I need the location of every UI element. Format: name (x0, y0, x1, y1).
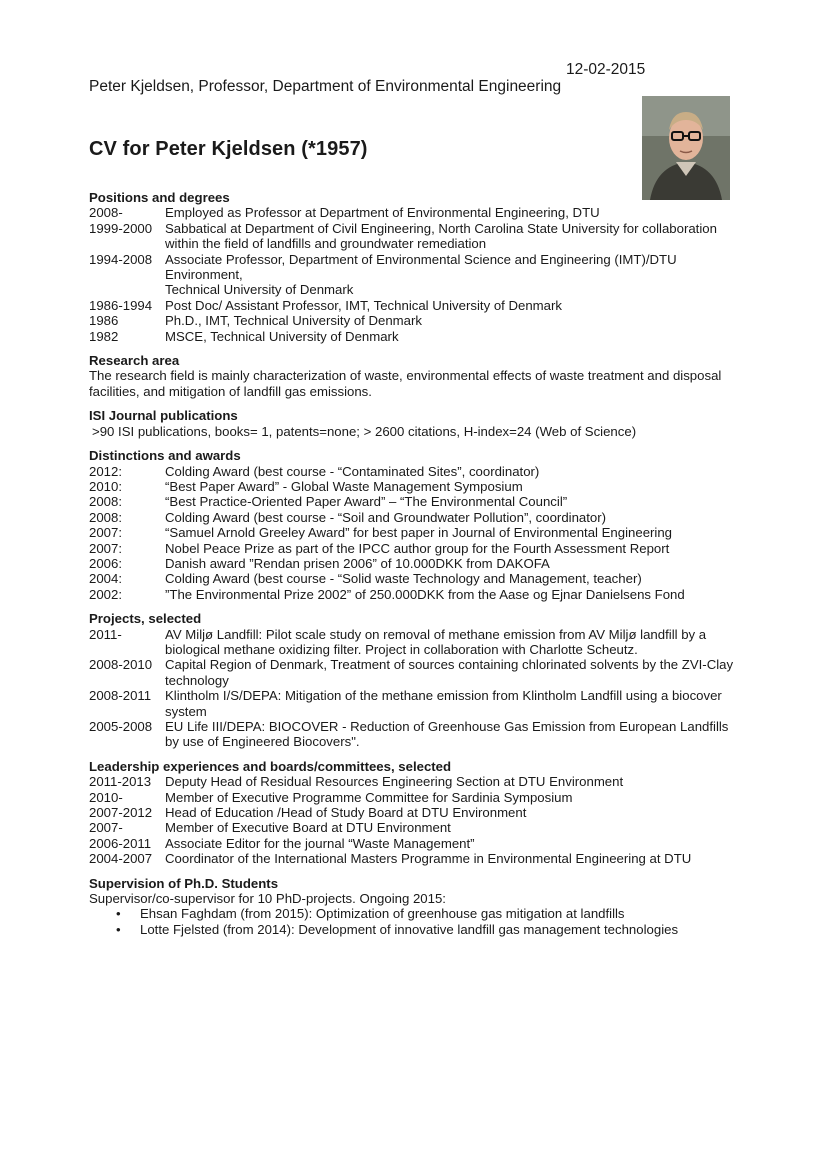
portrait-icon (642, 96, 730, 200)
section-heading: Positions and degrees (89, 190, 230, 205)
section-heading: Supervision of Ph.D. Students (89, 875, 279, 891)
leadership-section (89, 759, 739, 867)
award-row: 2004: Colding Award (best course - “Solid waste Technology and Management, teacher) (89, 571, 642, 587)
list-item: • Lotte Fjelsted (from 2014): Development of innovative landfill gas management technologies (140, 922, 739, 937)
award-row: 2010: “Best Paper Award” - Global Waste Management Symposium (89, 478, 523, 494)
section-heading: Research area (89, 353, 180, 369)
position-row: 1994-2008 Associate Professor, Department of Environmental Science and Engineering (IMT)/DTU Environment, Technical University of Denmark (89, 251, 677, 298)
leadership-row: 2011-2013 Deputy Head of Residual Resources Engineering Section at DTU Environment (89, 774, 624, 790)
award-row: 2002: ”The Environmental Prize 2002” of 250.000DKK from the Aase og Ejnar Danielsens Fond (89, 586, 685, 602)
isi-section (89, 408, 739, 439)
award-row: 2007: Nobel Peace Prize as part of the IPCC author group for the Fourth Assessment Report (89, 540, 670, 556)
award-row: 2008: Colding Award (best course - “Soil and Groundwater Pollution”, coordinator) (89, 509, 607, 525)
research-section (89, 353, 739, 399)
leadership-row: 2004-2007 Coordinator of the International Masters Programme in Environmental Engineering at DTU (89, 851, 692, 867)
section-heading: Distinctions and awards (89, 448, 241, 464)
award-row: 2006: Danish award ”Rendan prisen 2006” of 10.000DKK from DAKOFA (89, 555, 550, 571)
supervision-intro: Supervisor/co-supervisor for 10 PhD-projects. Ongoing 2015: (89, 891, 446, 907)
leadership-row: 2007-2012 Head of Education /Head of Study Board at DTU Environment (89, 805, 527, 821)
positions-section (89, 190, 739, 344)
position-row: 1982 MSCE, Technical University of Denmark (89, 328, 399, 344)
award-row: 2008: “Best Practice-Oriented Paper Award” – “The Environmental Council” (89, 494, 568, 510)
award-row: 2007: “Samuel Arnold Greeley Award” for best paper in Journal of Environmental Engineering (89, 525, 673, 541)
position-row: 2008- Employed as Professor at Department of Environmental Engineering, DTU (89, 205, 600, 221)
section-heading: ISI Journal publications (89, 408, 238, 424)
award-row: 2012: Colding Award (best course - “Contaminated Sites”, coordinator) (89, 463, 540, 479)
student-list (89, 906, 739, 937)
position-row: 1986 Ph.D., IMT, Technical University of Denmark (89, 313, 422, 329)
section-heading: Leadership experiences and boards/committees, selected (89, 758, 452, 774)
research-text: The research field is mainly characterization of waste, environmental effects of waste treatment and disposal facilities, and mitigation of landfill gas emissions. (89, 368, 722, 399)
isi-text: >90 ISI publications, books= 1, patents=none; > 2600 citations, H-index=24 (Web of Science) (92, 423, 637, 439)
leadership-row: 2007- Member of Executive Board at DTU Environment (89, 820, 451, 836)
cv-content (89, 190, 739, 946)
project-row: 2005-2008 EU Life III/DEPA: BIOCOVER - Reduction of Greenhouse Gas Emission from European Landfills by use of Engineered Biocovers". (89, 719, 729, 750)
project-row: 2011- AV Miljø Landfill: Pilot scale study on removal of methane emission from AV Miljø landfill by a biological methane oxidizing filter. Project in collaboration with Charlotte Scheutz. (89, 626, 707, 657)
author-line: Peter Kjeldsen, Professor, Department of Environmental Engineering (89, 78, 562, 95)
project-row: 2008-2010 Capital Region of Denmark, Treatment of sources containing chlorinated solvents by the ZVI-Clay technology (89, 657, 734, 688)
project-row: 2008-2011 Klintholm I/S/DEPA: Mitigation of the methane emission from Klintholm Landfill using a biocover system (89, 688, 722, 719)
section-heading: Projects, selected (89, 611, 202, 627)
list-item: • Ehsan Faghdam (from 2015): Optimization of greenhouse gas mitigation at landfills (140, 906, 739, 921)
supervision-section (89, 876, 739, 938)
document-date: 12-02-2015 (566, 61, 646, 78)
leadership-row: 2006-2011 Associate Editor for the journal “Waste Management” (89, 835, 475, 851)
position-row: 1986-1994 Post Doc/ Assistant Professor, IMT, Technical University of Denmark (89, 297, 562, 313)
position-row: 1999-2000 Sabbatical at Department of Civil Engineering, North Carolina State University for collaboration within the field of landfills and groundwater remediation (89, 220, 717, 252)
projects-section (89, 611, 739, 750)
awards-section (89, 448, 739, 602)
page-title: CV for Peter Kjeldsen (*1957) (89, 138, 368, 160)
portrait-photo (642, 96, 730, 200)
leadership-row: 2010- Member of Executive Programme Committee for Sardinia Symposium (89, 789, 573, 805)
